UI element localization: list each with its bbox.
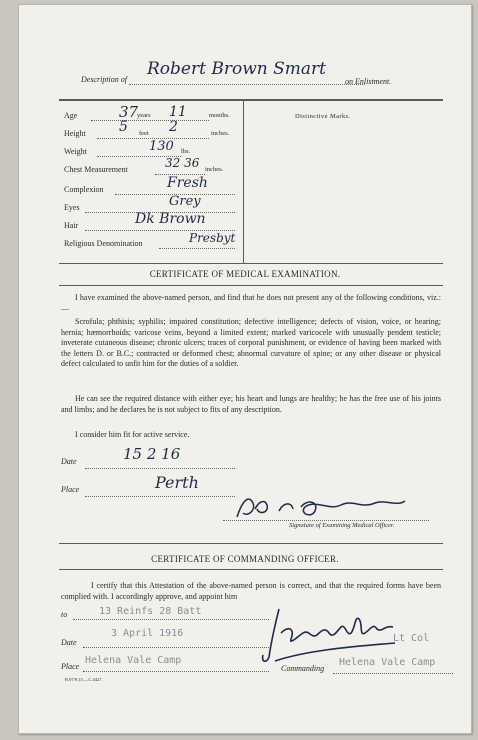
co-date-line bbox=[83, 647, 269, 648]
age-months: 11 bbox=[169, 104, 187, 120]
medical-para-1: I have examined the above-named person, and find that he does not present any of the following conditions, viz.:— bbox=[61, 293, 441, 313]
medical-certificate-title: CERTIFICATE OF MEDICAL EXAMINATION. bbox=[149, 269, 341, 279]
religion-label: Religious Denomination bbox=[64, 239, 143, 248]
commanding-title-rule bbox=[59, 569, 443, 570]
commanding-certificate-title: CERTIFICATE OF COMMANDING OFFICER. bbox=[151, 554, 339, 564]
table-divider bbox=[243, 101, 244, 263]
commanding-line bbox=[333, 673, 453, 674]
commanding-para: I certify that this Attestation of the above-named person is correct, and that the required forms have been complied with. I accordingly approve, and appoint him bbox=[61, 581, 441, 601]
feet-label: feet bbox=[139, 130, 149, 137]
name-line bbox=[129, 84, 365, 85]
months-label: months. bbox=[209, 112, 230, 119]
to-stamp: 13 Reinfs 28 Batt bbox=[99, 606, 202, 617]
weight-value: 130 bbox=[149, 139, 174, 154]
chest-label: Chest Measurement bbox=[64, 165, 128, 174]
co-date-label: Date bbox=[61, 638, 77, 647]
section-rule bbox=[59, 543, 443, 544]
age-years: 37 bbox=[119, 103, 139, 121]
commanding-label: Commanding bbox=[281, 664, 325, 673]
age-line bbox=[91, 120, 209, 121]
description-name: Robert Brown Smart bbox=[147, 59, 326, 79]
rank-stamp: Lt Col bbox=[393, 633, 430, 644]
medical-signature-label: Signature of Examining Medical Officer. bbox=[289, 522, 395, 529]
to-label: to bbox=[61, 610, 68, 619]
medical-officer-signature bbox=[229, 489, 429, 523]
co-date-stamp: 3 April 1916 bbox=[111, 628, 184, 639]
footer-code: B.97/9.15.—C.4427. bbox=[65, 677, 103, 682]
on-enlistment-label: on Enlistment. bbox=[345, 77, 392, 86]
height-inches: 2 bbox=[169, 119, 178, 135]
chest-value: 32 36 bbox=[165, 156, 200, 170]
medical-para-4: I consider him fit for active service. bbox=[75, 430, 190, 439]
chest-inches-label: inches. bbox=[205, 166, 224, 173]
attestation-page bbox=[18, 4, 472, 734]
medical-place-label: Place bbox=[61, 485, 80, 494]
medical-signature-line bbox=[223, 520, 429, 521]
hair-label: Hair bbox=[64, 221, 79, 230]
co-place-line bbox=[83, 671, 269, 672]
to-line bbox=[73, 619, 269, 620]
table-bottom-rule bbox=[59, 263, 443, 264]
weight-label: Weight bbox=[64, 147, 87, 156]
hair-value: Dk Brown bbox=[135, 211, 206, 227]
co-place-stamp: Helena Vale Camp bbox=[85, 655, 182, 666]
co-place-label: Place bbox=[61, 662, 80, 671]
distinctive-marks-label: Distinctive Marks. bbox=[295, 113, 351, 120]
religion-value: Presbyt bbox=[189, 231, 236, 245]
medical-place-value: Perth bbox=[155, 473, 199, 492]
religion-line bbox=[159, 248, 235, 249]
lbs-label: lbs. bbox=[181, 148, 191, 155]
medical-para-3: He can see the required distance with either eye; his heart and lungs are healthy; he has the free use of his joints and limbs; and he declares he is not subject to fits of any description. bbox=[61, 394, 441, 414]
eyes-label: Eyes bbox=[64, 203, 80, 212]
medical-date-label: Date bbox=[61, 457, 77, 466]
medical-para-2: Scrofula; phthisis; syphilis; impaired constitution; defective intelligence; defects of vision, voice, or hearing; hernia; hæmorrhoids; varicose veins, beyond a limited extent; marked varicocele with unusually pendent testicle; inveterate cutaneous disease; chronic ulcers; traces of corporal punishment, or evidence of having been marked with the letters D. or B.C.; contracted or deformed chest; abnormal curvature of spine; or any other disease or physical defect calculated to unfit him for the duties of a soldier. bbox=[61, 317, 441, 368]
height-label: Height bbox=[64, 129, 86, 138]
years-label: years bbox=[137, 112, 151, 119]
age-label: Age bbox=[64, 111, 78, 120]
table-top-rule bbox=[59, 99, 443, 101]
eyes-value: Grey bbox=[169, 194, 201, 209]
medical-title-rule bbox=[59, 285, 443, 286]
height-feet: 5 bbox=[119, 119, 128, 135]
inches-label: inches. bbox=[211, 130, 230, 137]
complexion-label: Complexion bbox=[64, 185, 104, 194]
medical-date-value: 15 2 16 bbox=[123, 445, 181, 463]
commanding-stamp: Helena Vale Camp bbox=[339, 657, 436, 668]
description-of-label: Description of bbox=[81, 75, 127, 84]
medical-place-line bbox=[85, 496, 235, 497]
medical-date-line bbox=[85, 468, 235, 469]
complexion-value: Fresh bbox=[167, 175, 208, 191]
